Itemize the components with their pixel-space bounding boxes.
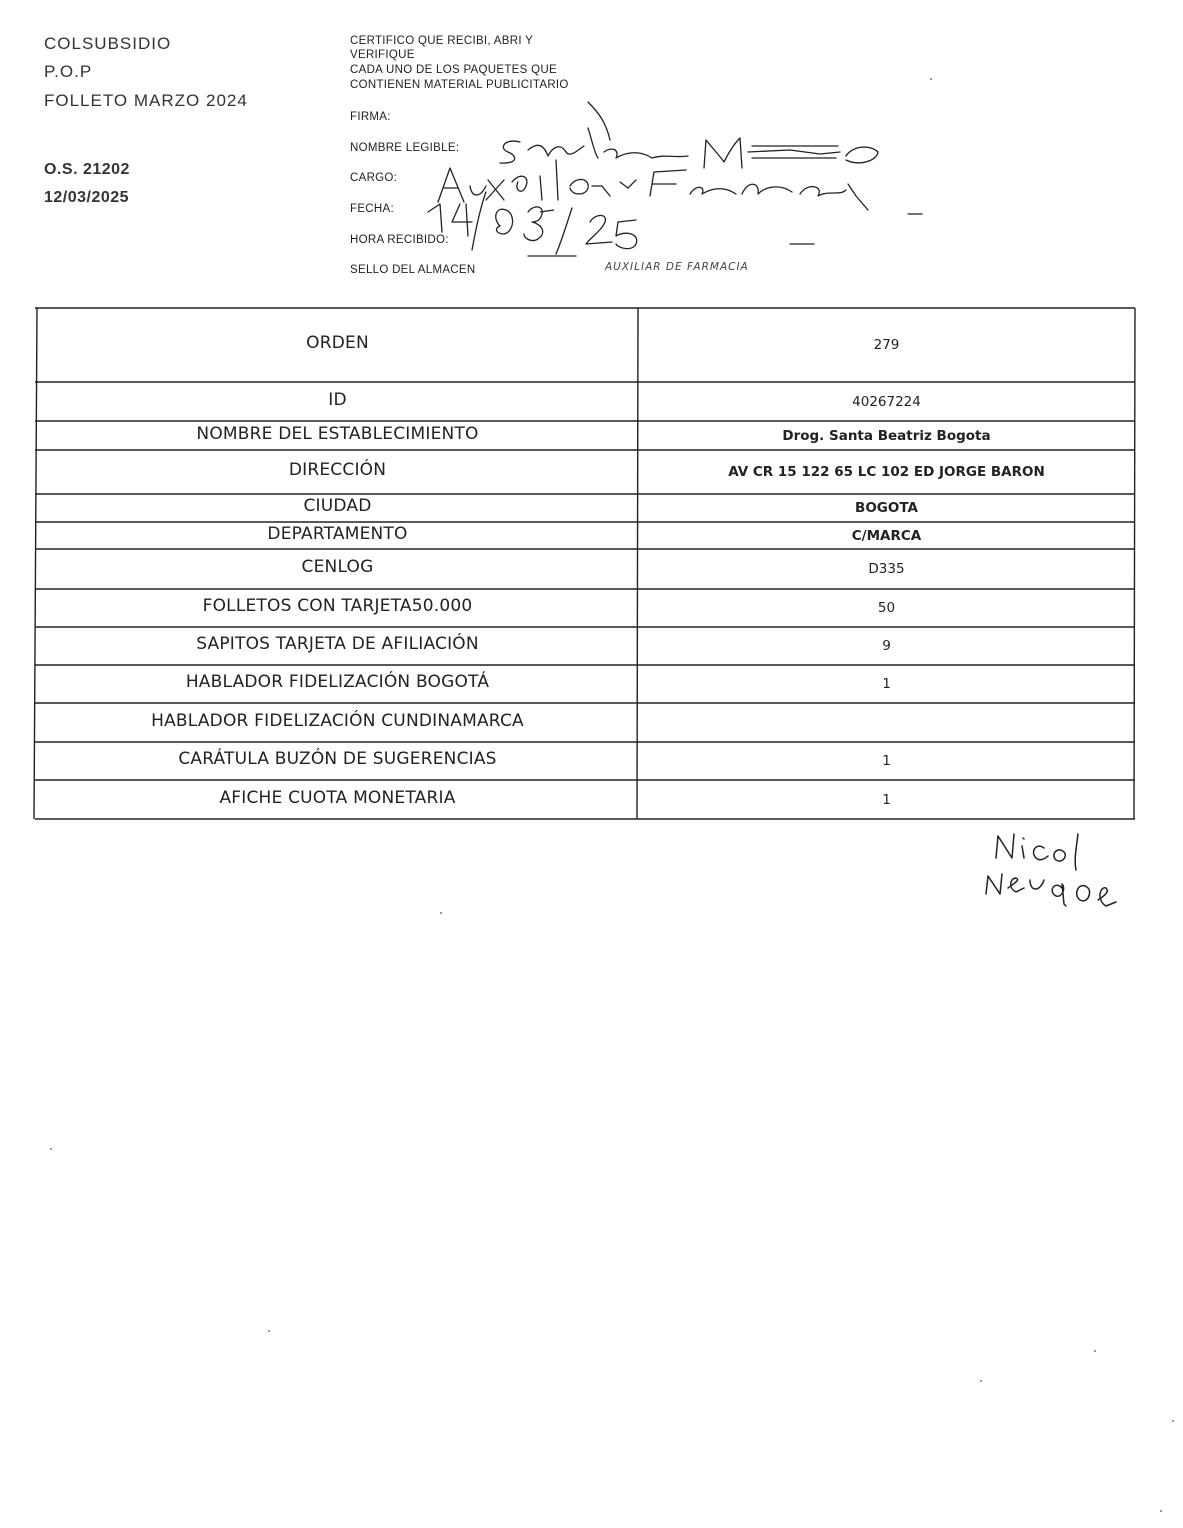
firma-label: FIRMA:	[350, 111, 391, 123]
row-value: Drog. Santa Beatriz Bogota	[782, 427, 991, 444]
scan-speck	[1160, 1510, 1162, 1512]
scan-speck	[930, 78, 932, 80]
scan-speck	[440, 912, 442, 914]
row-label: HABLADOR FIDELIZACIÓN CUNDINAMARCA	[151, 710, 524, 731]
row-label: FOLLETOS CON TARJETA50.000	[202, 596, 473, 616]
company-name: COLSUBSIDIO	[44, 34, 172, 53]
row-value: AV CR 15 122 65 LC 102 ED JORGE BARON	[728, 464, 1045, 480]
nombre-label: NOMBRE LEGIBLE:	[350, 142, 460, 154]
row-label: ID	[328, 389, 347, 410]
row-value: BOGOTA	[855, 500, 918, 516]
row-label: HABLADOR FIDELIZACIÓN BOGOTÁ	[185, 672, 490, 692]
document-date: 12/03/2025	[44, 189, 130, 206]
scan-speck	[980, 1380, 982, 1382]
row-label: ORDEN	[306, 333, 369, 353]
row-value: C/MARCA	[851, 527, 922, 544]
row-label: CIUDAD	[303, 496, 372, 516]
hora-label: HORA RECIBIDO:	[350, 234, 449, 246]
pop-label: P.O.P	[44, 62, 93, 81]
row-value: 40267224	[852, 393, 921, 410]
row-value: D335	[868, 561, 905, 577]
certify-line-4: CONTIENEN MATERIAL PUBLICITARIO	[350, 79, 569, 91]
row-value: 9	[882, 638, 891, 654]
fecha-label: FECHA:	[350, 203, 394, 215]
cargo-label: CARGO:	[350, 172, 398, 184]
certify-line-3: CADA UNO DE LOS PAQUETES QUE	[350, 64, 557, 76]
folleto-title: FOLLETO MARZO 2024	[44, 91, 248, 110]
row-value: 1	[882, 791, 891, 808]
certify-line-1: CERTIFICO QUE RECIBI, ABRI Y	[350, 35, 534, 47]
scan-speck	[268, 1330, 270, 1332]
row-label: SAPITOS TARJETA DE AFILIACIÓN	[196, 634, 479, 654]
row-label: DIRECCIÓN	[288, 460, 387, 480]
row-value: 279	[873, 337, 900, 353]
certify-line-2: VERIFIQUE	[350, 49, 415, 61]
row-label: DEPARTAMENTO	[267, 523, 408, 544]
row-value: 1	[882, 676, 891, 692]
sello-label: SELLO DEL ALMACEN	[350, 264, 476, 276]
service-order: O.S. 21202	[44, 161, 130, 178]
store-stamp: AUXILIAR DE FARMACIA	[605, 261, 749, 273]
scan-speck	[50, 1148, 52, 1150]
scan-speck	[1172, 1420, 1174, 1422]
row-value: 1	[882, 753, 891, 769]
scan-speck	[1094, 1350, 1096, 1352]
row-label: CARÁTULA BUZÓN DE SUGERENCIAS	[178, 749, 497, 769]
row-label: AFICHE CUOTA MONETARIA	[219, 787, 456, 808]
row-value: 50	[877, 600, 896, 616]
row-label: CENLOG	[301, 557, 374, 577]
row-label: NOMBRE DEL ESTABLECIMIENTO	[196, 423, 479, 444]
